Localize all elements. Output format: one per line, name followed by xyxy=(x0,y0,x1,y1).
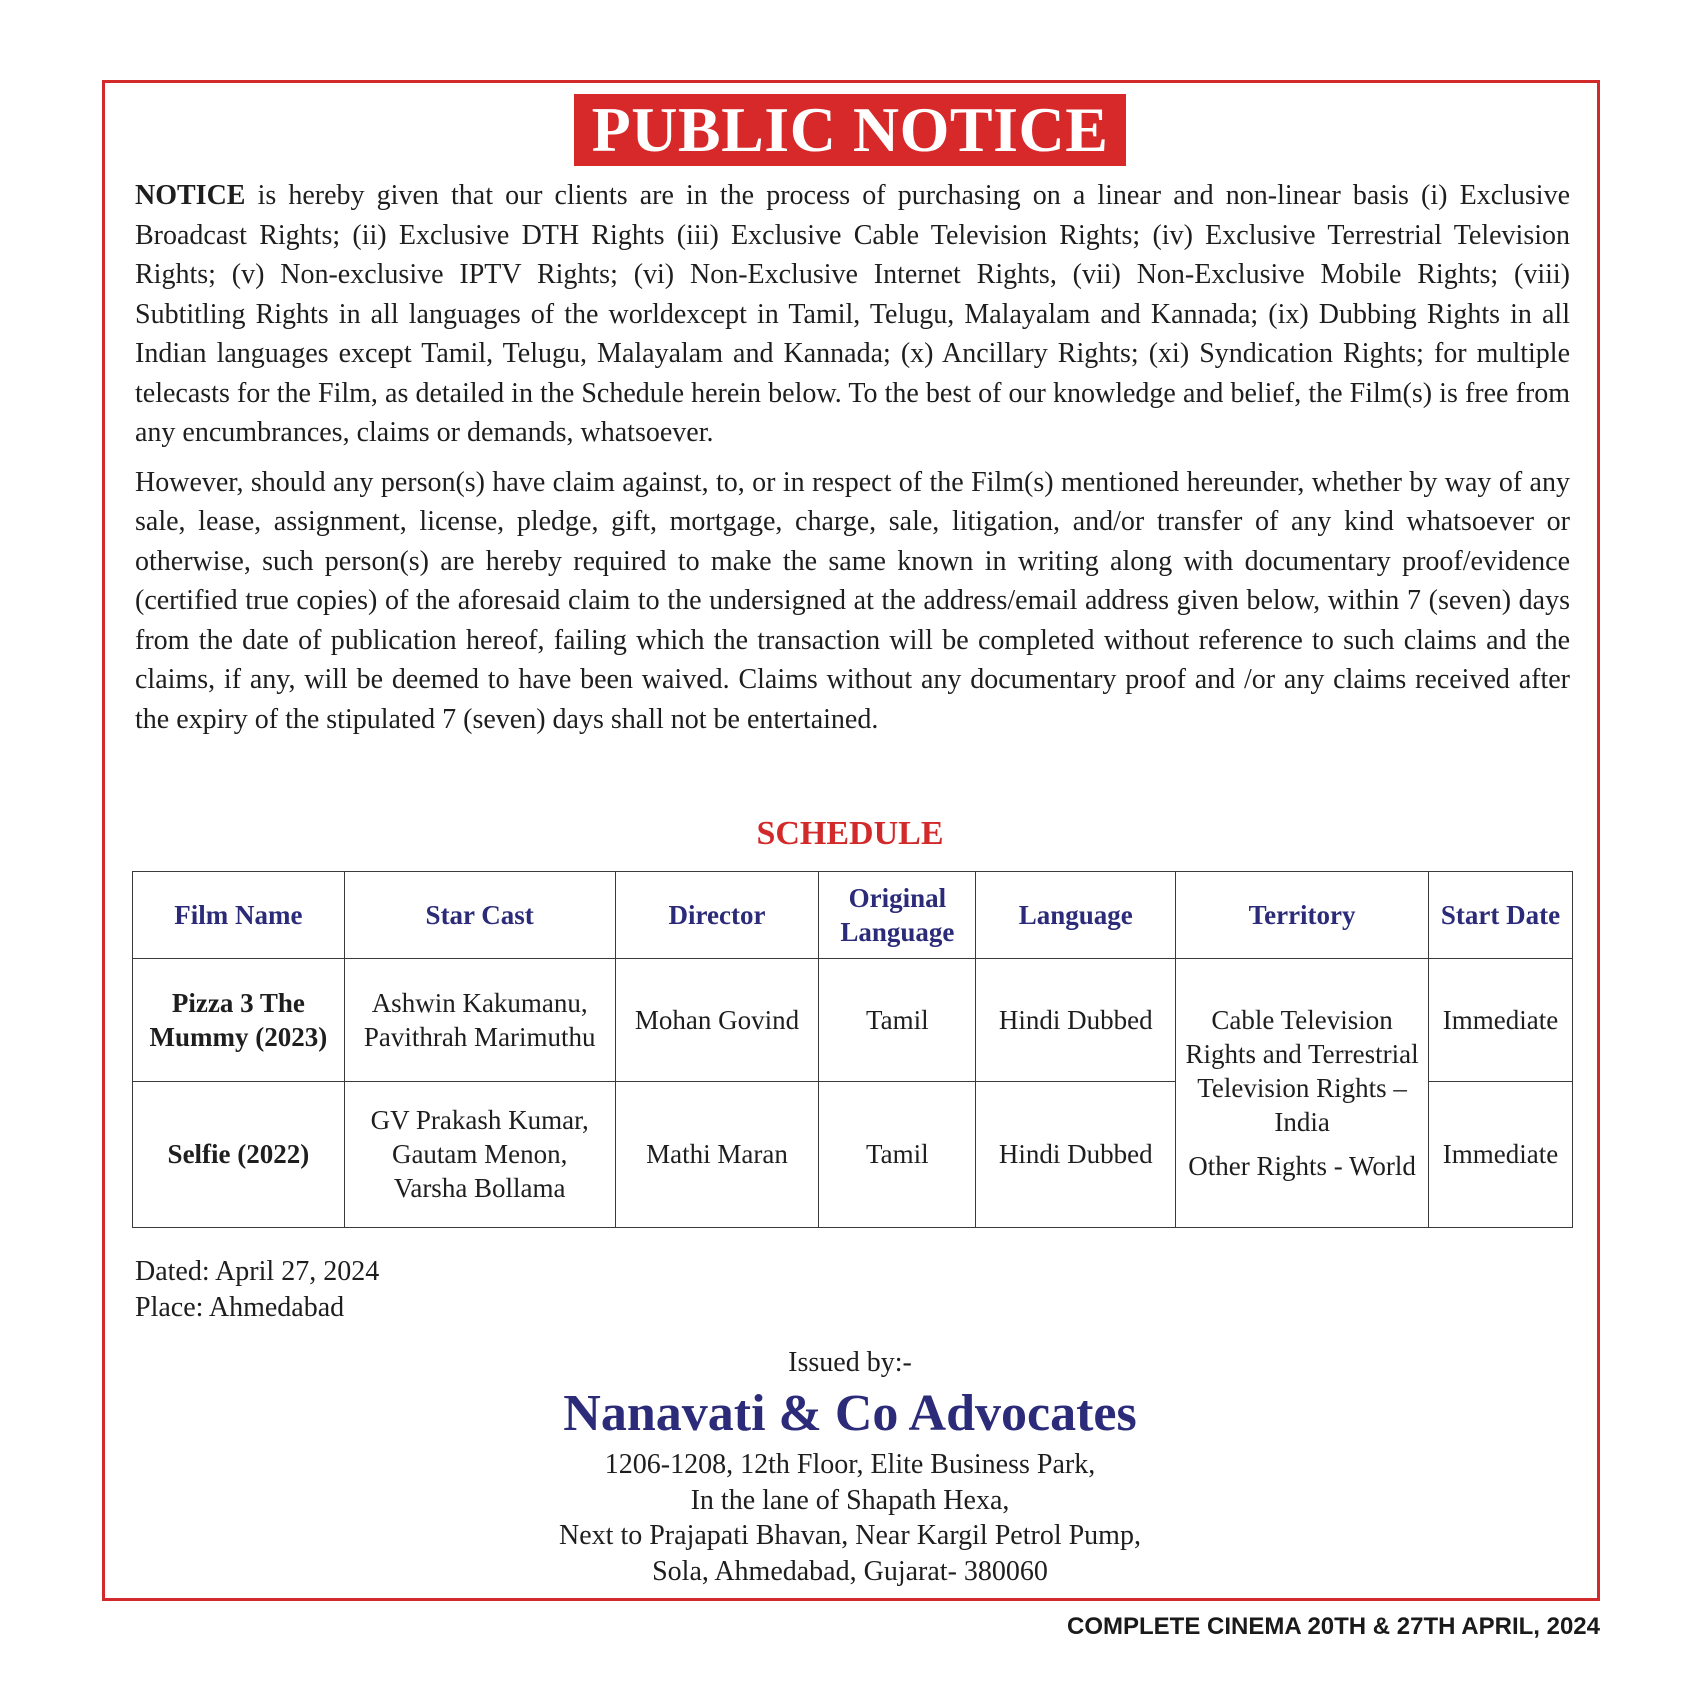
header-star-cast: Star Cast xyxy=(344,872,615,959)
original-language: Tamil xyxy=(819,1081,976,1227)
director: Mathi Maran xyxy=(615,1081,819,1227)
place-line: Place: Ahmedabad xyxy=(135,1292,345,1323)
header-director: Director xyxy=(615,872,819,959)
page-title: PUBLIC NOTICE xyxy=(574,94,1127,166)
firm-name: Nanavati & Co Advocates xyxy=(563,1385,1137,1442)
issuer-block xyxy=(0,1345,1700,1589)
issued-by-label: Issued by:- xyxy=(788,1347,912,1378)
schedule-heading: SCHEDULE xyxy=(756,815,944,852)
film-name: Pizza 3 The Mummy (2023) xyxy=(133,959,345,1081)
table-header-row xyxy=(133,872,1573,959)
address-line: Sola, Ahmedabad, Gujarat- 380060 xyxy=(652,1555,1048,1587)
schedule-table xyxy=(132,871,1573,1228)
header-language: Language xyxy=(976,872,1176,959)
header-film-name: Film Name xyxy=(133,872,345,959)
language: Hindi Dubbed xyxy=(976,1081,1176,1227)
director: Mohan Govind xyxy=(615,959,819,1081)
dated-line: Dated: April 27, 2024 xyxy=(135,1256,380,1287)
publication-footer: COMPLETE CINEMA 20TH & 27TH APRIL, 2024 xyxy=(1067,1613,1600,1640)
paragraph-2: However, should any person(s) have claim against, to, or in respect of the Film(s) mentioned hereunder, whether by way of any sale, lease, assignment, license, pledge, gift, mortgage, charge, sale, litigation, and/or transfer of any kind whatsoever or otherwise, such person(s) are hereby required to make the same known in writing along with documentary proof/evidence (certified true copies) of the aforesaid claim to the undersigned at the address/email address given below, within 7 (seven) days from the date of publication hereof, failing which the transaction will be completed without reference to such claims and the claims, if any, will be deemed to have been waived. Claims without any documentary proof and /or any claims received after the expiry of the stipulated 7 (seven) days shall not be entertained. xyxy=(135,466,1570,735)
address-line: 1206-1208, 12th Floor, Elite Business Park, xyxy=(604,1449,1096,1480)
notice-body xyxy=(135,176,1570,749)
address-line: Next to Prajapati Bhavan, Near Kargil Petrol Pump, xyxy=(559,1520,1141,1551)
address-line: In the lane of Shapath Hexa, xyxy=(690,1484,1010,1516)
date-place-block xyxy=(135,1254,379,1326)
paragraph-1-text: is hereby given that our clients are in the process of purchasing on a linear and non-linear basis (i) Exclusive Broadcast Rights; (ii) Exclusive DTH Rights (iii) Exclusive Cable Television Rights; (iv) Exclusive Terrestrial Television Rights; (v) Non-exclusive IPTV Rights; (vi) Non-Exclusive Internet Rights, (vii) Non-Exclusive Mobile Rights; (viii) Subtitling Rights in all languages of the worldexcept in Tamil, Telugu, Malayalam and Kannada; (ix) Dubbing Rights in all Indian languages except Tamil, Telugu, Malayalam and Kannada; (x) Ancillary Rights; (xi) Syndication Rights; for multiple telecasts for the Film, as detailed in the Schedule herein below. To the best of our knowledge and belief, the Film(s) is free from any encumbrances, claims or demands, whatsoever. xyxy=(135,180,1570,448)
header-original-language: Original Language xyxy=(819,872,976,959)
territory-spacer xyxy=(1184,1139,1420,1149)
language: Hindi Dubbed xyxy=(976,959,1176,1081)
film-name: Selfie (2022) xyxy=(133,1081,345,1227)
title-banner xyxy=(0,94,1700,166)
start-date: Immediate xyxy=(1428,1081,1572,1227)
territory-world: Other Rights - World xyxy=(1188,1151,1416,1182)
original-language: Tamil xyxy=(819,959,976,1081)
header-start-date: Start Date xyxy=(1428,872,1572,959)
header-territory: Territory xyxy=(1176,872,1429,959)
star-cast: GV Prakash Kumar, Gautam Menon, Varsha Bollama xyxy=(344,1081,615,1227)
territory-india: Cable Television Rights and Terrestrial Television Rights – India xyxy=(1185,1005,1419,1138)
star-cast: Ashwin Kakumanu, Pavithrah Marimuthu xyxy=(344,959,615,1081)
notice-lead: NOTICE xyxy=(135,180,246,211)
territory xyxy=(1176,959,1429,1228)
paragraph-1 xyxy=(135,176,1570,453)
start-date: Immediate xyxy=(1428,959,1572,1081)
table-row xyxy=(133,959,1573,1081)
